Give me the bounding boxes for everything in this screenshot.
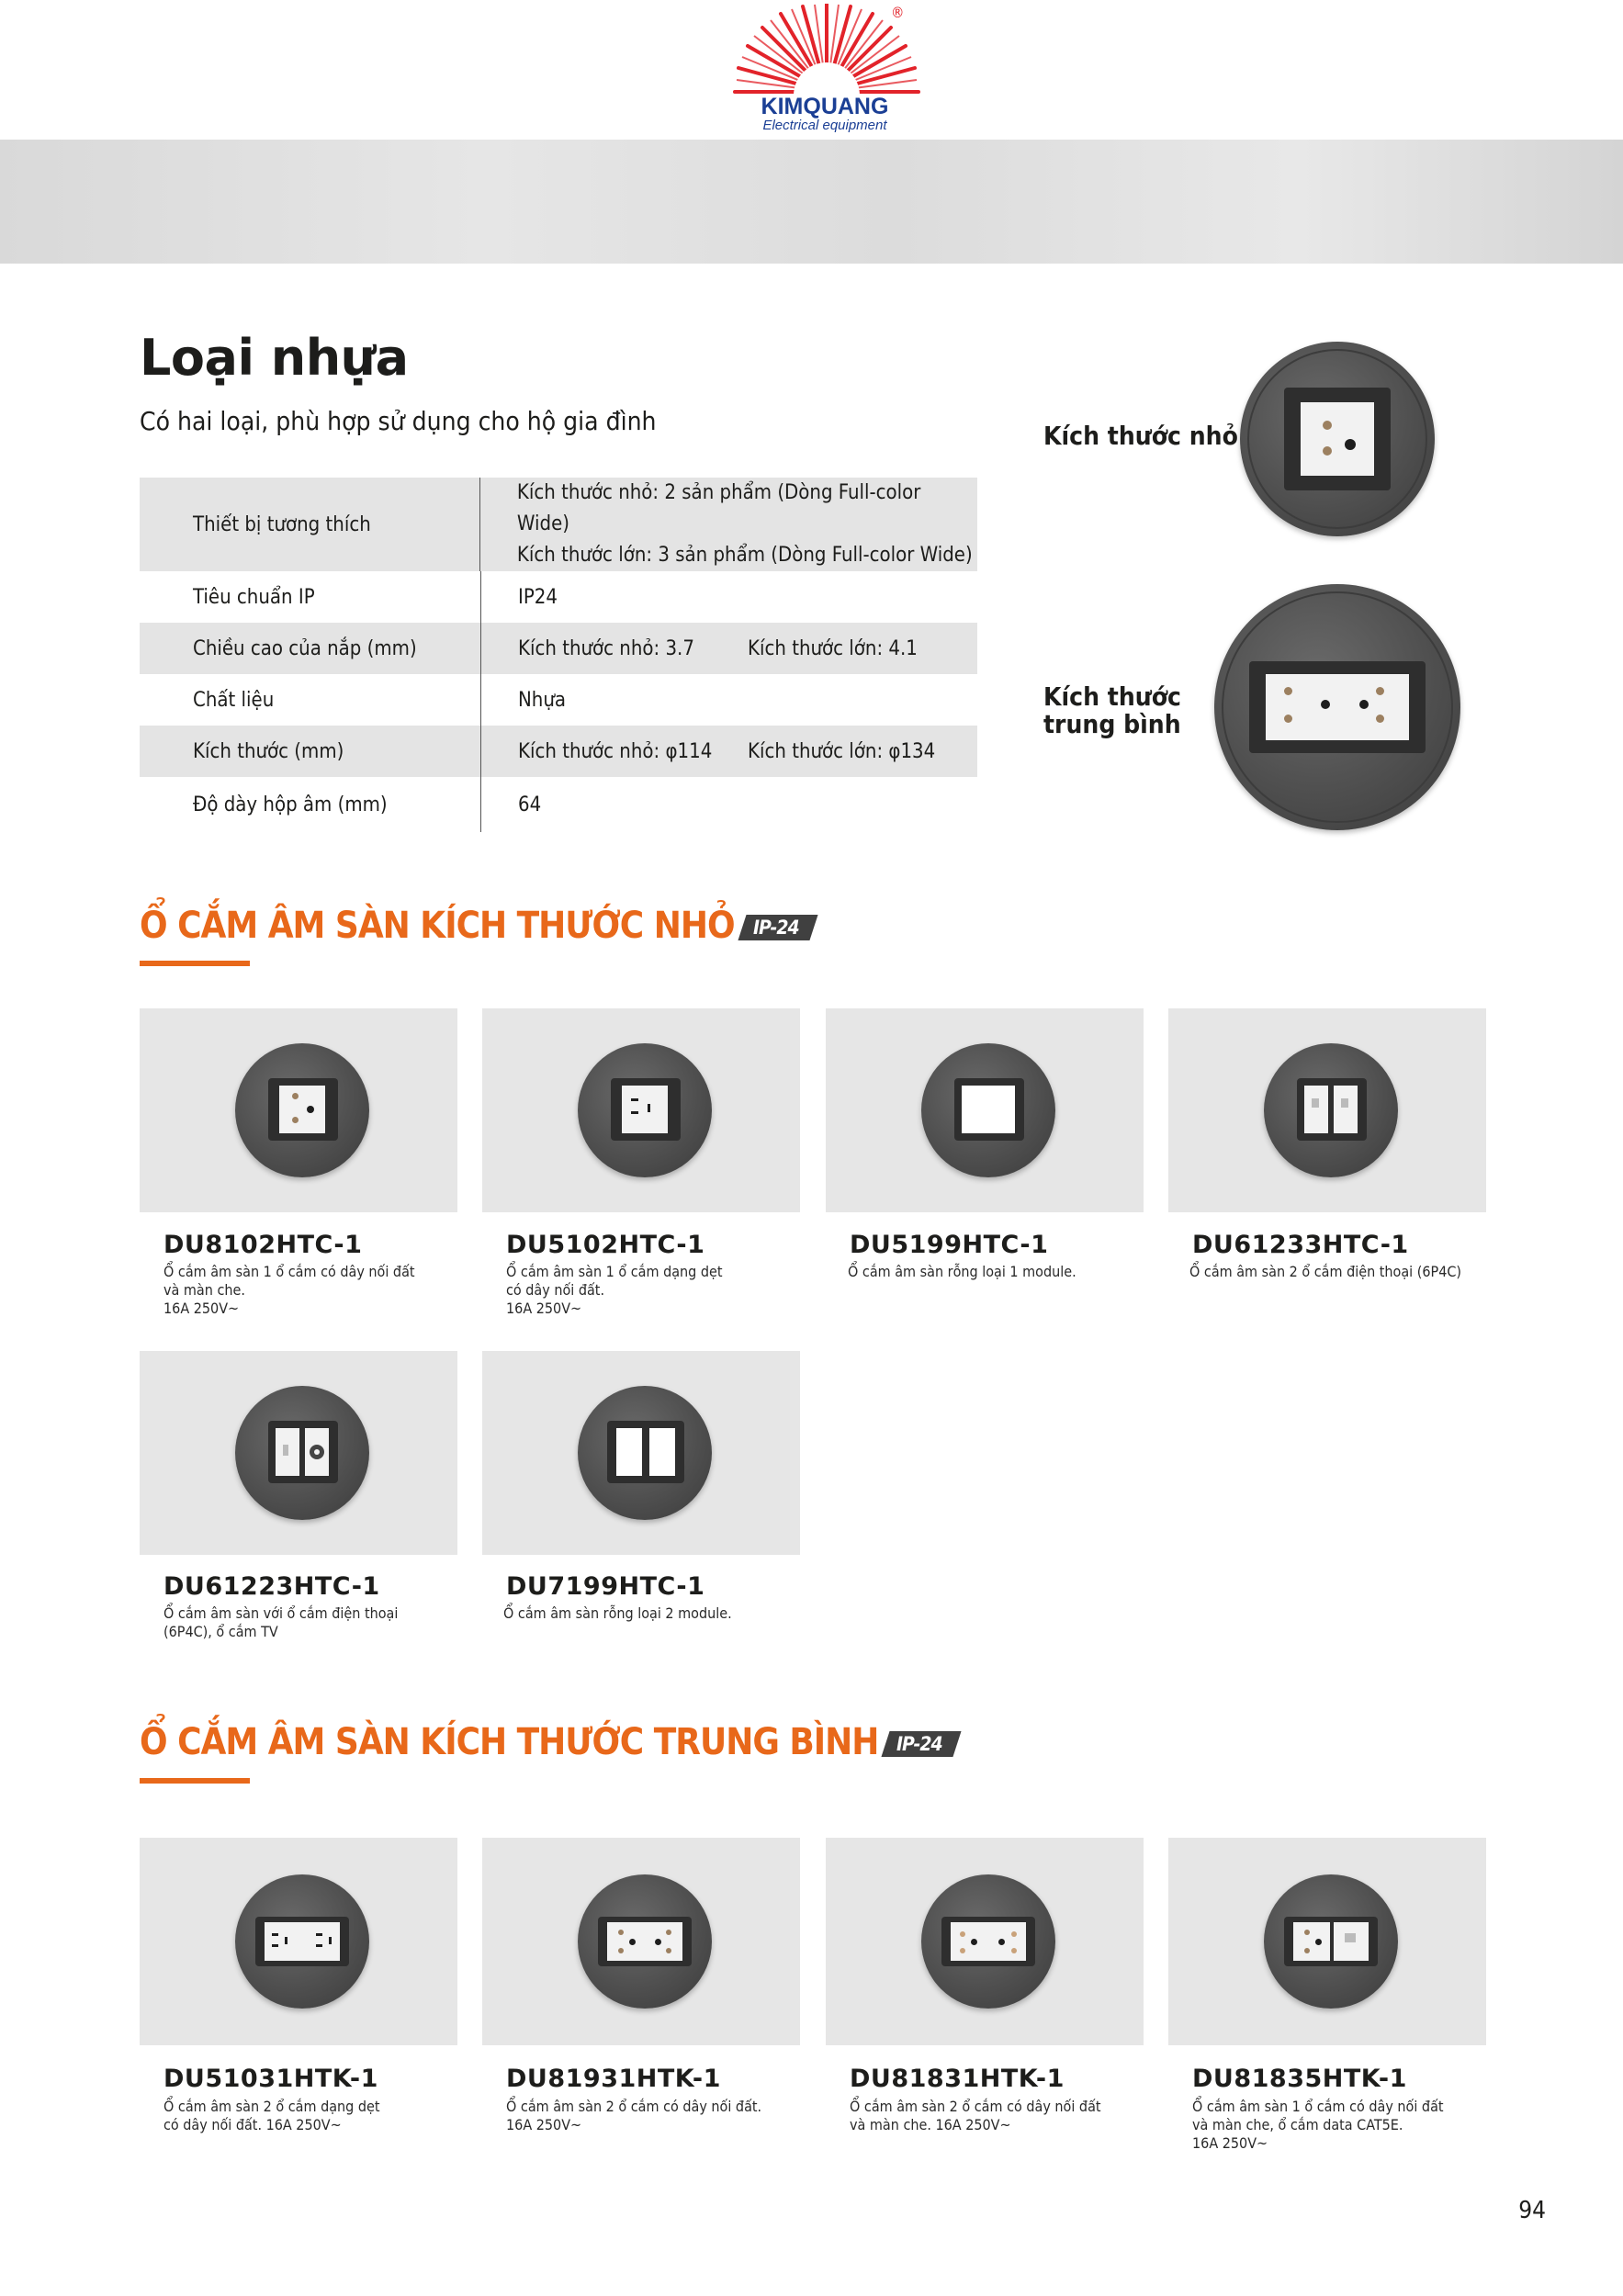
ip-tag: IP-24 (738, 915, 817, 940)
product-image (921, 1874, 1055, 2009)
medium-label-line: Kích thước (1043, 681, 1181, 712)
spec-value (481, 623, 977, 674)
spec-value (480, 478, 977, 571)
product-image (235, 1874, 369, 2009)
spec-label: Chất liệu (140, 674, 481, 726)
product-description: Ổ cắm âm sàn 2 ổ cắm điện thoại (6P4C) (1189, 1263, 1462, 1280)
spec-row (140, 478, 977, 571)
section-title-text: Ổ CẮM ÂM SÀN KÍCH THƯỚC TRUNG BÌNH (140, 1721, 879, 1763)
page-number: 94 (1518, 2197, 1546, 2224)
product-card (482, 1838, 800, 2045)
spec-row (140, 777, 977, 832)
spec-label: Độ dày hộp âm (mm) (140, 777, 481, 832)
product-image (1264, 1043, 1398, 1177)
registered-mark: ® (891, 4, 905, 21)
product-description: Ổ cắm âm sàn 1 ổ cắm có dây nối đất và màn che, ổ cắm data CAT5E. 16A 250V~ (1192, 2098, 1444, 2152)
spec-value: IP24 (518, 585, 558, 609)
product-card (826, 1008, 1144, 1212)
section-title-small (140, 905, 813, 947)
spec-row (140, 674, 977, 726)
product-card (482, 1008, 800, 1212)
product-card (1168, 1838, 1486, 2045)
ip-tag: IP-24 (882, 1731, 962, 1757)
product-description: Ổ cắm âm sàn rỗng loại 2 module. (503, 1604, 732, 1622)
product-code: DU5102HTC-1 (506, 1231, 705, 1259)
spec-table (140, 478, 977, 832)
spec-row (140, 623, 977, 674)
product-card (826, 1838, 1144, 2045)
product-description: Ổ cắm âm sàn rỗng loại 1 module. (848, 1263, 1076, 1280)
section-underline (140, 961, 250, 966)
medium-label-line: trung bình (1043, 709, 1181, 739)
product-image (921, 1043, 1055, 1177)
section-title-text: Ổ CẮM ÂM SÀN KÍCH THƯỚC NHỎ (140, 905, 735, 947)
product-description: Ổ cắm âm sàn với ổ cắm điện thoại (6P4C), ổ cắm TV (163, 1604, 399, 1640)
product-code: DU61223HTC-1 (163, 1572, 380, 1601)
small-floor-socket-image (1240, 342, 1435, 536)
product-card (1168, 1008, 1486, 1212)
product-description: Ổ cắm âm sàn 1 ổ cắm có dây nối đất và màn che. 16A 250V~ (163, 1263, 415, 1317)
product-image (1264, 1874, 1398, 2009)
brand-tagline: Electrical equipment (762, 118, 887, 133)
product-code: DU81931HTK-1 (506, 2065, 721, 2093)
product-code: DU51031HTK-1 (163, 2065, 378, 2093)
spec-label: Thiết bị tương thích (140, 478, 480, 571)
spec-row (140, 571, 977, 623)
small-size-label: Kích thước nhỏ (1043, 421, 1238, 451)
spec-value (481, 726, 977, 777)
medium-size-label (1043, 683, 1181, 738)
product-card (140, 1351, 457, 1555)
spec-label: Chiều cao của nắp (mm) (140, 623, 481, 674)
spec-value-line: Kích thước nhỏ: 2 sản phẩm (Dòng Full-color Wide) (516, 481, 921, 535)
spec-value: Nhựa (518, 688, 567, 712)
product-code: DU5199HTC-1 (850, 1231, 1049, 1259)
page-subtitle: Có hai loại, phù hợp sử dụng cho hộ gia đình (140, 406, 657, 436)
product-image (578, 1874, 712, 2009)
product-description: Ổ cắm âm sàn 1 ổ cắm dạng dẹt có dây nối đất. 16A 250V~ (506, 1263, 723, 1317)
medium-floor-socket-image (1214, 584, 1460, 830)
brand-name: KIMQUANG (761, 94, 889, 119)
section-underline (140, 1778, 250, 1784)
product-image (578, 1386, 712, 1520)
spec-value-small: Kích thước nhỏ: 3.7 (518, 636, 694, 660)
product-card (482, 1351, 800, 1555)
spec-row (140, 726, 977, 777)
product-image (578, 1043, 712, 1177)
product-card (140, 1008, 457, 1212)
product-code: DU8102HTC-1 (163, 1231, 363, 1259)
product-description: Ổ cắm âm sàn 2 ổ cắm có dây nối đất. 16A 250V~ (506, 2098, 762, 2133)
page-title: Loại nhựa (140, 329, 409, 387)
spec-value-small: Kích thước nhỏ: φ114 (518, 739, 713, 763)
product-description: Ổ cắm âm sàn 2 ổ cắm dạng dẹt có dây nối đất. 16A 250V~ (163, 2098, 380, 2133)
spec-value-large: Kích thước lớn: φ134 (748, 739, 936, 763)
product-code: DU7199HTC-1 (506, 1572, 705, 1601)
spec-label: Tiêu chuẩn IP (140, 571, 481, 623)
product-code: DU61233HTC-1 (1192, 1231, 1409, 1259)
section-title-medium (140, 1721, 957, 1763)
product-image (235, 1043, 369, 1177)
kimquang-logo (726, 4, 928, 134)
spec-label: Kích thước (mm) (140, 726, 481, 777)
product-code: DU81831HTK-1 (850, 2065, 1065, 2093)
spec-value-large: Kích thước lớn: 4.1 (748, 636, 918, 660)
spec-value: 64 (518, 793, 542, 816)
header-banner (0, 140, 1623, 264)
product-image (235, 1386, 369, 1520)
product-card (140, 1838, 457, 2045)
product-description: Ổ cắm âm sàn 2 ổ cắm có dây nối đất và màn che. 16A 250V~ (850, 2098, 1101, 2133)
spec-value-line: Kích thước lớn: 3 sản phẩm (Dòng Full-color Wide) (516, 544, 973, 567)
product-code: DU81835HTK-1 (1192, 2065, 1407, 2093)
